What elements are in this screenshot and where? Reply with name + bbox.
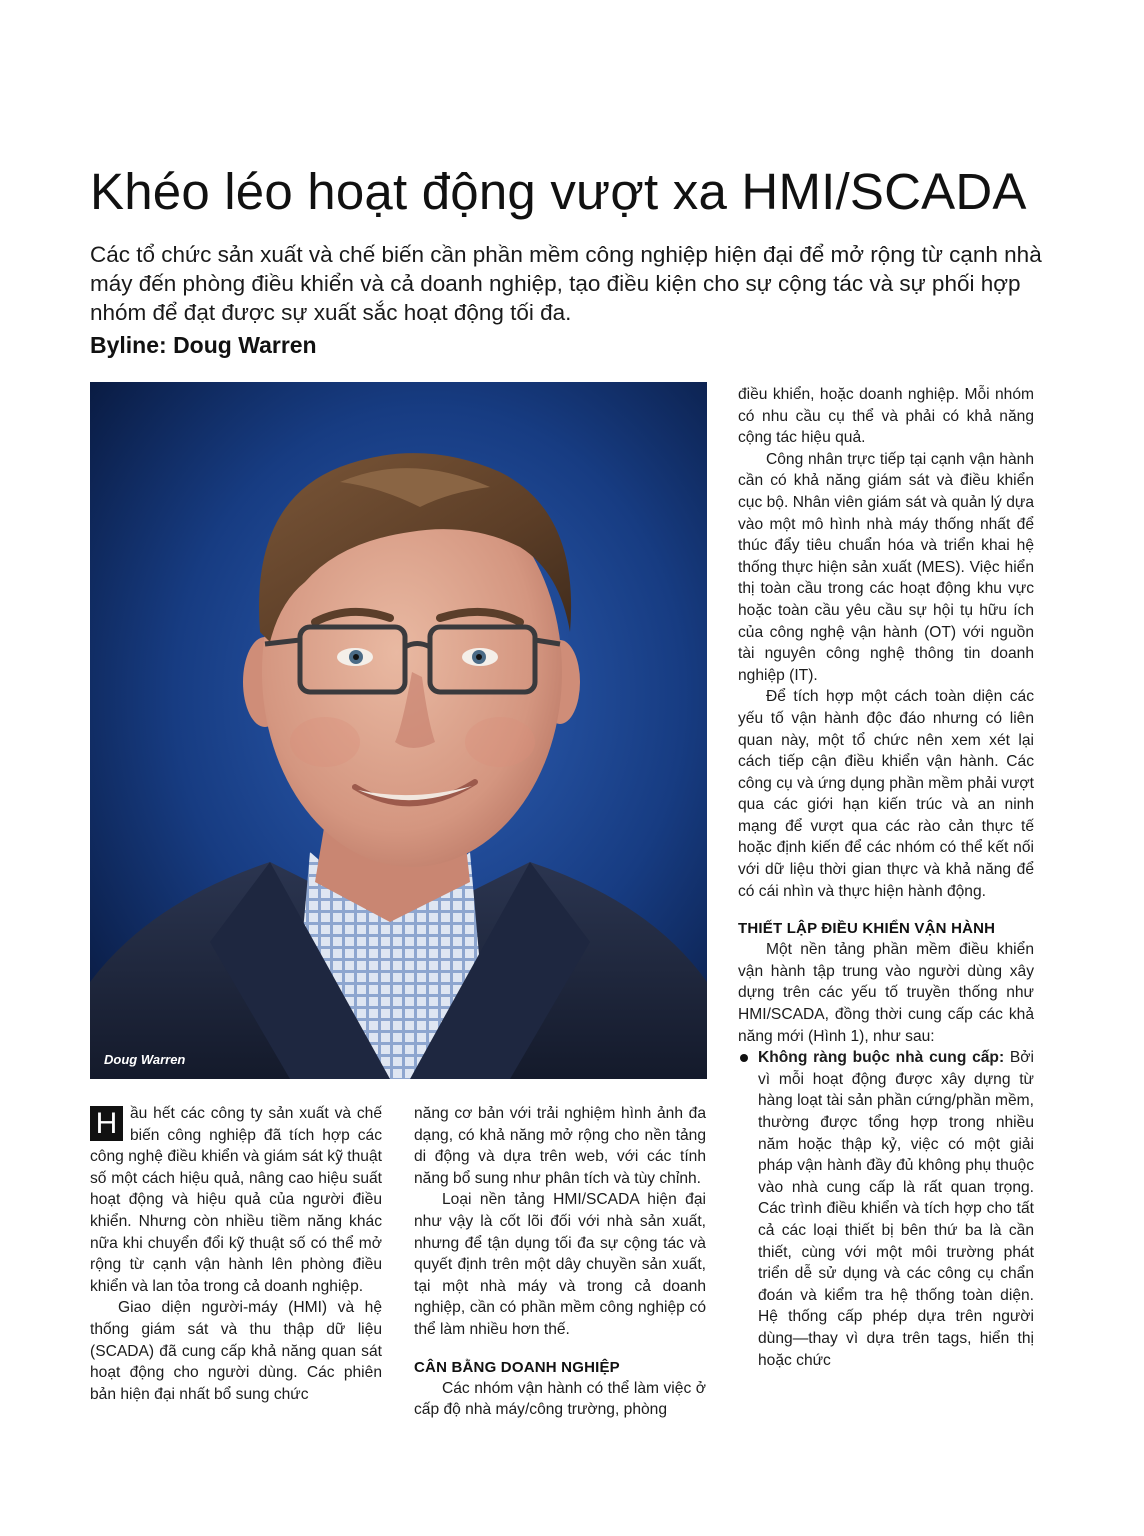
paragraph: Một nền tảng phần mềm điều khiển vận hành tập trung vào người dùng xây dựng trên các yếu tố truyền thống như HMI/SCADA, đồng thời cung cấp các khả năng mới (Hình 1), như sau: — [738, 941, 1034, 1045]
portrait-illustration — [90, 382, 707, 1079]
article-byline: Byline: Doug Warren — [90, 332, 317, 358]
drop-cap: H — [90, 1106, 123, 1141]
article-deck: Các tổ chức sản xuất và chế biến cần phần mềm công nghiệp hiện đại để mở rộng từ cạnh nhà máy đến phòng điều khiển và cả doanh nghiệp, tạo điều kiện cho sự cộng tác và sự phối hợp nhóm để đạt được sự xuất sắc hoạt động tối đa. — [90, 242, 1042, 325]
bullet-icon — [740, 1054, 748, 1062]
column-2 — [414, 1103, 706, 1421]
paragraph: Các nhóm vận hành có thể làm việc ở cấp độ nhà máy/công trường, phòng — [414, 1379, 706, 1419]
section-heading: THIẾT LẬP ĐIỀU KHIỂN VẬN HÀNH — [738, 920, 996, 938]
bullet-item — [738, 1047, 1034, 1371]
bullet-text: Bởi vì mỗi hoạt động được xây dựng từ hàng loạt tài sản phần cứng/phần mềm, thường được tổng hợp trong nhiều năm hoặc thập kỷ, việc có một giải pháp vận hành đầy đủ không phụ thuộc vào nhà cung cấp là rất quan trọng. Các trình điều khiển và tích hợp cho tất cả các loại thiết bị bên thứ ba là cần thiết, cùng với một môi trường phát triển dễ sử dụng và các công cụ chẩn đoán và kiểm tra hệ thống toàn diện. Hệ thống cấp phép dựa trên người dùng—thay vì dựa trên tags, hiển thị hoặc chức — [758, 1049, 1034, 1369]
paragraph: Giao diện người-máy (HMI) và hệ thống giám sát và thu thập dữ liệu (SCADA) đã cung cấp khả năng quan sát hoạt động cho người dùng. Các phiên bản hiện đại nhất bổ sung chức — [90, 1299, 382, 1403]
section-heading: CÂN BẰNG DOANH NGHIỆP — [414, 1358, 620, 1376]
paragraph: năng cơ bản với trải nghiệm hình ảnh đa dạng, có khả năng mở rộng cho nền tảng di động và dựa trên web, với các tính năng bổ sung như phân tích và tùy chỉnh. — [414, 1105, 706, 1187]
portrait-photo — [90, 382, 707, 1079]
article-title: Khéo léo hoạt động vượt xa HMI/SCADA — [90, 163, 1027, 220]
paragraph-text: ầu hết các công ty sản xuất và chế biến công nghiệp đã tích hợp các công nghệ điều khiển và giám sát kỹ thuật số một cách hiệu quả, nâng cao hiệu suất hoạt động và hiệu quả của người điều khiển. Nhưng còn nhiều tiềm năng khác nữa khi chuyển đổi kỹ thuật số có thể mở rộng từ cạnh vận hành lên phòng điều khiển và lan tỏa trong cả doanh nghiệp. — [90, 1105, 382, 1295]
paragraph: Để tích hợp một cách toàn diện các yếu tố vận hành độc đáo nhưng có liên quan này, một tổ chức nên xem xét lại cách tiếp cận điều khiển vận hành. Các công cụ và ứng dụng phần mềm phải vượt qua các giới hạn kiến trúc và an ninh mạng để vượt qua các rào cản thực tế hoặc định kiến để các nhóm có thể kết nối với dữ liệu thời gian thực và khả năng để có cái nhìn và thực hiện hành động. — [738, 688, 1034, 900]
paragraph — [90, 1103, 382, 1297]
column-3 — [738, 384, 1034, 1371]
paragraph: điều khiển, hoặc doanh nghiệp. Mỗi nhóm có nhu cầu cụ thể và phải có khả năng cộng tác hiệu quả. — [738, 386, 1034, 447]
paragraph: Công nhân trực tiếp tại cạnh vận hành cần có khả năng giám sát và điều khiển cục bộ. Nhân viên giám sát và quản lý dựa vào một mô hình nhà máy thống nhất để thúc đẩy tiêu chuẩn hóa và triển khai hệ thống thực hiện sản xuất (MES). Việc hiển thị toàn cầu trong các hoạt động khu vực hoặc toàn cầu yêu cầu sự hội tụ hữu ích của công nghệ vận hành (OT) với nguồn tài nguyên công nghệ thông tin doanh nghiệp (IT). — [738, 450, 1034, 684]
bullet-heading: Không ràng buộc nhà cung cấp: — [758, 1049, 1005, 1067]
photo-caption: Doug Warren — [104, 1052, 186, 1067]
column-1 — [90, 1103, 382, 1405]
paragraph: Loại nền tảng HMI/SCADA hiện đại như vậy là cốt lõi đối với nhà sản xuất, nhưng để tận dụng tối đa sự cộng tác và quyết định trên một dây chuyền sản xuất, tại một nhà máy và trong cả doanh nghiệp, cần có phần mềm công nghiệp có thể làm nhiều hơn thế. — [414, 1191, 706, 1338]
